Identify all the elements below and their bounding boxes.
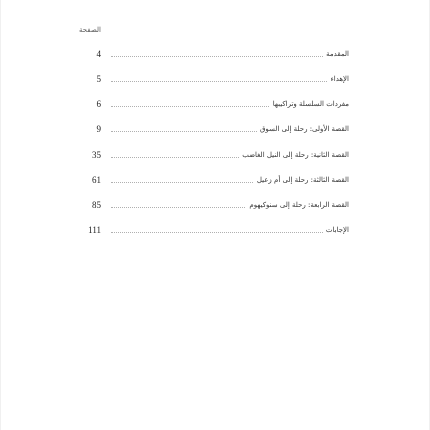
toc-entry-title: القصة الأولى: رحلة إلى السوق [257, 122, 349, 136]
toc-entry[interactable] [1, 122, 430, 136]
toc-entry-page: 61 [92, 175, 101, 185]
toc-entry-page: 9 [96, 124, 101, 134]
toc-entry-title: الإهداء [327, 72, 349, 86]
table-of-contents [1, 0, 430, 430]
toc-entry-title: القصة الثانية: رحلة إلى النيل الغاضب [239, 148, 349, 162]
leader-dots [111, 81, 347, 82]
toc-entry[interactable] [1, 47, 430, 61]
toc-entry-title: مفردات السلسلة وتراكيبها [270, 97, 349, 111]
toc-entry-page: 35 [92, 150, 101, 160]
toc-entry[interactable] [1, 173, 430, 187]
toc-entry[interactable] [1, 223, 430, 237]
toc-entry[interactable] [1, 72, 430, 86]
leader-dots [111, 56, 347, 57]
toc-entry-title: الإجابات [323, 223, 349, 237]
toc-entry-title: المقدمة [323, 47, 349, 61]
toc-entry-title: القصة الرابعة: رحلة إلى سنوكيهوم [246, 198, 349, 212]
toc-entry[interactable] [1, 148, 430, 162]
toc-entry[interactable] [1, 97, 430, 111]
toc-entry[interactable] [1, 198, 430, 212]
toc-entry-page: 4 [96, 49, 101, 59]
toc-entry-page: 111 [88, 225, 101, 235]
toc-entry-page: 5 [96, 74, 101, 84]
toc-entry-page: 85 [92, 200, 101, 210]
toc-entry-page: 6 [96, 99, 101, 109]
leader-dots [111, 232, 347, 233]
toc-entry-title: القصة الثالثة: رحلة إلى أم زعيل [254, 173, 349, 187]
page-column-header: الصفحة [79, 26, 101, 34]
